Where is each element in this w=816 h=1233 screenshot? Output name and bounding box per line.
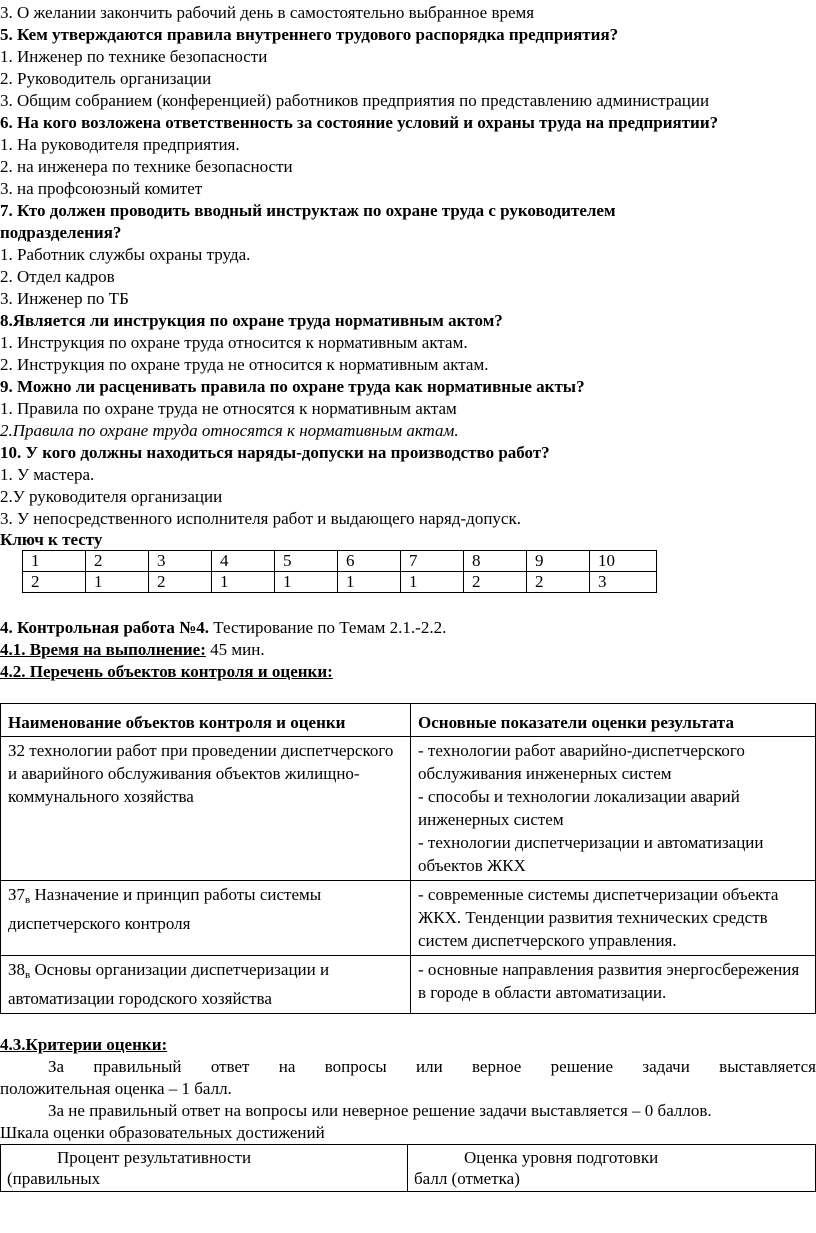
indicators-cell bbox=[411, 737, 816, 881]
section-4-heading bbox=[0, 617, 816, 639]
answer-option: 3. Общим собранием (конференцией) работников предприятия по представлению администрации bbox=[0, 91, 710, 110]
column-header bbox=[1, 1145, 408, 1192]
key-cell: 1 bbox=[338, 572, 401, 593]
key-cell: 5 bbox=[275, 551, 338, 572]
key-cell: 2 bbox=[527, 572, 590, 593]
answer-option: 1. Правила по охране труда не относятся к нормативным актам bbox=[0, 399, 457, 418]
criteria-heading: 4.3.Критерии оценки: bbox=[0, 1035, 168, 1054]
answer-option: 3. на профсоюзный комитет bbox=[0, 179, 203, 198]
answer-option: 1. У мастера. bbox=[0, 465, 95, 484]
indicators-cell bbox=[411, 956, 816, 1014]
answer-option: 1. На руководителя предприятия. bbox=[0, 135, 240, 154]
object-text: Назначение и принцип работы системы диспетчерского контроля bbox=[8, 885, 322, 933]
object-cell bbox=[1, 881, 411, 956]
answer-option: 2. Инструкция по охране труда не относится к нормативным актам. bbox=[0, 355, 489, 374]
key-cell: 4 bbox=[212, 551, 275, 572]
question-8: 8.Является ли инструкция по охране труда нормативным актом? bbox=[0, 311, 503, 330]
section-4-heading-bold: 4. Контрольная работа №4. bbox=[0, 618, 209, 637]
scale-col2-line1: Оценка уровня подготовки bbox=[464, 1148, 659, 1167]
column-header: Основные показатели оценки результата bbox=[411, 704, 816, 737]
indicator-item: - современные системы диспетчеризации объекта ЖКХ. Тенденции развития технических средств систем диспетчерского управления. bbox=[418, 885, 779, 950]
object-cell: З2 технологии работ при проведении диспетчерского и аварийного обслуживания объектов жилищно-коммунального хозяйства bbox=[1, 737, 411, 881]
criteria-paragraph-1-cont: положительная оценка – 1 балл. bbox=[0, 1079, 232, 1098]
key-cell: 2 bbox=[149, 572, 212, 593]
object-code-sub: в bbox=[25, 969, 31, 981]
key-title: Ключ к тесту bbox=[0, 530, 103, 549]
scale-title: Шкала оценки образовательных достижений bbox=[0, 1123, 325, 1142]
table-row bbox=[1, 737, 816, 881]
table-row bbox=[1, 881, 816, 956]
time-line bbox=[0, 639, 816, 661]
object-code: З7 bbox=[8, 885, 26, 904]
scale-col1-line1: Процент результативности bbox=[57, 1148, 252, 1167]
answer-option: 3. У непосредственного исполнителя работ и выдающего наряд-допуск. bbox=[0, 509, 521, 528]
key-cell: 7 bbox=[401, 551, 464, 572]
indicator-item: - технологии диспетчеризации и автоматизации объектов ЖКХ bbox=[418, 833, 764, 875]
key-cell: 1 bbox=[275, 572, 338, 593]
question-10: 10. У кого должны находиться наряды-допуски на производство работ? bbox=[0, 443, 550, 462]
control-objects-table bbox=[0, 703, 816, 1014]
key-cell: 10 bbox=[590, 551, 657, 572]
time-value: 45 мин. bbox=[205, 640, 265, 659]
key-cell: 2 bbox=[464, 572, 527, 593]
key-cell: 3 bbox=[590, 572, 657, 593]
answer-option: 2. Отдел кадров bbox=[0, 267, 115, 286]
object-code-sub: в bbox=[25, 894, 31, 906]
section-4-heading-rest: Тестирование по Темам 2.1.-2.2. bbox=[208, 618, 447, 637]
key-cell: 1 bbox=[212, 572, 275, 593]
answer-option: 2. Руководитель организации bbox=[0, 69, 212, 88]
grading-scale-table bbox=[0, 1144, 816, 1192]
indicator-item: - способы и технологии локализации аварий инженерных систем bbox=[418, 787, 740, 829]
answer-option: 3. Инженер по ТБ bbox=[0, 289, 129, 308]
question-7: 7. Кто должен проводить вводный инструктаж по охране труда с руководителем bbox=[0, 201, 616, 220]
key-cell: 3 bbox=[149, 551, 212, 572]
key-cell: 2 bbox=[86, 551, 149, 572]
key-cell: 1 bbox=[23, 551, 86, 572]
answer-option: 2. на инженера по технике безопасности bbox=[0, 157, 293, 176]
criteria-paragraph-1: За правильный ответ на вопросы или верное решение задачи выставляется bbox=[48, 1057, 816, 1076]
question-7-cont: подразделения? bbox=[0, 223, 122, 242]
document-page bbox=[0, 2, 816, 1192]
column-header bbox=[408, 1145, 816, 1192]
key-cell: 1 bbox=[401, 572, 464, 593]
objects-heading: 4.2. Перечень объектов контроля и оценки: bbox=[0, 662, 333, 681]
indicator-item: - технологии работ аварийно-диспетчерского обслуживания инженерных систем bbox=[418, 741, 745, 783]
answer-option: 2.У руководителя организации bbox=[0, 487, 223, 506]
answer-key-table bbox=[22, 550, 657, 593]
question-6: 6. На кого возложена ответственность за состояние условий и охраны труда на предприятии? bbox=[0, 113, 719, 132]
key-cell: 6 bbox=[338, 551, 401, 572]
key-cell: 2 bbox=[23, 572, 86, 593]
column-header: Наименование объектов контроля и оценки bbox=[1, 704, 411, 737]
key-cell: 1 bbox=[86, 572, 149, 593]
object-cell bbox=[1, 956, 411, 1014]
key-answers-row bbox=[23, 572, 657, 593]
criteria-paragraph-2: За не правильный ответ на вопросы или неверное решение задачи выставляется – 0 баллов. bbox=[48, 1101, 712, 1120]
answer-option: 1. Инструкция по охране труда относится к нормативным актам. bbox=[0, 333, 468, 352]
table-header-row bbox=[1, 1145, 816, 1192]
key-cell: 8 bbox=[464, 551, 527, 572]
question-9: 9. Можно ли расценивать правила по охране труда как нормативные акты? bbox=[0, 377, 585, 396]
scale-col2-line2: балл (отметка) bbox=[414, 1169, 520, 1188]
indicator-item: - основные направления развития энергосбережения в городе в области автоматизации. bbox=[418, 960, 800, 1002]
key-numbers-row bbox=[23, 551, 657, 572]
answer-option: 1. Инженер по технике безопасности bbox=[0, 47, 268, 66]
answer-option: 1. Работник службы охраны труда. bbox=[0, 245, 251, 264]
key-cell: 9 bbox=[527, 551, 590, 572]
indicators-cell bbox=[411, 881, 816, 956]
answer-option: 3. О желании закончить рабочий день в самостоятельно выбранное время bbox=[0, 3, 535, 22]
scale-col1-line2: (правильных bbox=[7, 1169, 101, 1188]
question-5: 5. Кем утверждаются правила внутреннего трудового распорядка предприятия? bbox=[0, 25, 619, 44]
time-label: 4.1. Время на выполнение: bbox=[0, 640, 206, 659]
table-row bbox=[1, 956, 816, 1014]
object-text: Основы организации диспетчеризации и автоматизации городского хозяйства bbox=[8, 960, 330, 1008]
table-header-row bbox=[1, 704, 816, 737]
object-code: З8 bbox=[8, 960, 26, 979]
answer-option: 2.Правила по охране труда относятся к нормативным актам. bbox=[0, 421, 459, 440]
